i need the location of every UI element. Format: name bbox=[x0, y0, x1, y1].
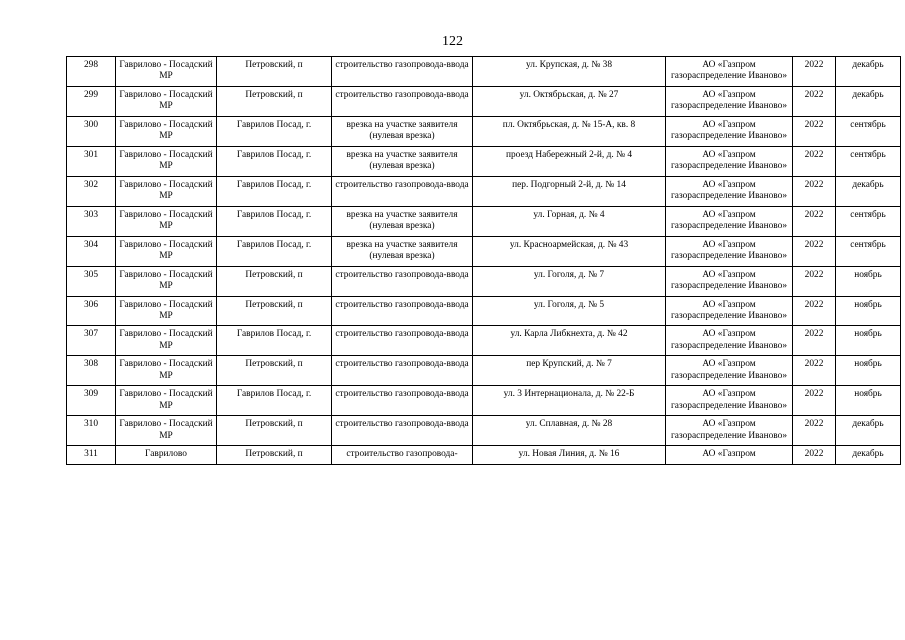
cell-work-type: строительство газопровода-ввода bbox=[332, 176, 473, 206]
table-row bbox=[67, 296, 901, 326]
cell-municipal-district: Гаврилово - Посадский МР bbox=[116, 116, 217, 146]
table-row bbox=[67, 206, 901, 236]
cell-year: 2022 bbox=[793, 236, 836, 266]
cell-work-type: строительство газопровода-ввода bbox=[332, 296, 473, 326]
cell-settlement: Петровский, п bbox=[217, 416, 332, 446]
cell-address: ул. Новая Линия, д. № 16 bbox=[473, 446, 666, 464]
cell-municipal-district: Гаврилово - Посадский МР bbox=[116, 146, 217, 176]
cell-municipal-district: Гаврилово - Посадский МР bbox=[116, 206, 217, 236]
cell-work-type: строительство газопровода-ввода bbox=[332, 416, 473, 446]
cell-year: 2022 bbox=[793, 266, 836, 296]
cell-year: 2022 bbox=[793, 116, 836, 146]
cell-work-type: строительство газопровода-ввода bbox=[332, 86, 473, 116]
cell-number: 307 bbox=[67, 326, 116, 356]
cell-municipal-district: Гаврилово - Посадский МР bbox=[116, 176, 217, 206]
cell-month: декабрь bbox=[836, 446, 901, 464]
cell-month: сентябрь bbox=[836, 116, 901, 146]
table-row bbox=[67, 146, 901, 176]
cell-settlement: Гаврилов Посад, г. bbox=[217, 326, 332, 356]
cell-organization: АО «Газпром газораспределение Иваново» bbox=[666, 236, 793, 266]
cell-settlement: Гаврилов Посад, г. bbox=[217, 236, 332, 266]
cell-address: ул. Октябрьская, д. № 27 bbox=[473, 86, 666, 116]
cell-address: ул. Красноармейская, д. № 43 bbox=[473, 236, 666, 266]
table-row bbox=[67, 326, 901, 356]
cell-municipal-district: Гаврилово bbox=[116, 446, 217, 464]
cell-number: 308 bbox=[67, 356, 116, 386]
cell-number: 298 bbox=[67, 57, 116, 87]
cell-number: 300 bbox=[67, 116, 116, 146]
cell-work-type: строительство газопровода- bbox=[332, 446, 473, 464]
table-row bbox=[67, 176, 901, 206]
cell-organization: АО «Газпром газораспределение Иваново» bbox=[666, 57, 793, 87]
cell-number: 303 bbox=[67, 206, 116, 236]
cell-month: ноябрь bbox=[836, 266, 901, 296]
cell-address: проезд Набережный 2-й, д. № 4 bbox=[473, 146, 666, 176]
cell-municipal-district: Гаврилово - Посадский МР bbox=[116, 386, 217, 416]
cell-municipal-district: Гаврилово - Посадский МР bbox=[116, 356, 217, 386]
cell-municipal-district: Гаврилово - Посадский МР bbox=[116, 236, 217, 266]
table-row bbox=[67, 416, 901, 446]
cell-number: 304 bbox=[67, 236, 116, 266]
cell-organization: АО «Газпром газораспределение Иваново» bbox=[666, 416, 793, 446]
cell-year: 2022 bbox=[793, 206, 836, 236]
table-row bbox=[67, 266, 901, 296]
cell-number: 299 bbox=[67, 86, 116, 116]
cell-address: ул. Гоголя, д. № 5 bbox=[473, 296, 666, 326]
cell-organization: АО «Газпром газораспределение Иваново» bbox=[666, 206, 793, 236]
cell-settlement: Гаврилов Посад, г. bbox=[217, 116, 332, 146]
cell-address: ул. Гоголя, д. № 7 bbox=[473, 266, 666, 296]
table-body bbox=[67, 57, 901, 465]
cell-year: 2022 bbox=[793, 296, 836, 326]
cell-address: ул. Карла Либкнехта, д. № 42 bbox=[473, 326, 666, 356]
cell-address: пл. Октябрьская, д. № 15-А, кв. 8 bbox=[473, 116, 666, 146]
cell-year: 2022 bbox=[793, 386, 836, 416]
cell-settlement: Гаврилов Посад, г. bbox=[217, 176, 332, 206]
cell-organization: АО «Газпром газораспределение Иваново» bbox=[666, 356, 793, 386]
cell-organization: АО «Газпром газораспределение Иваново» bbox=[666, 176, 793, 206]
table-row bbox=[67, 57, 901, 87]
cell-address: ул. 3 Интернационала, д. № 22-Б bbox=[473, 386, 666, 416]
cell-month: декабрь bbox=[836, 176, 901, 206]
table-row bbox=[67, 386, 901, 416]
cell-month: сентябрь bbox=[836, 236, 901, 266]
cell-work-type: строительство газопровода-ввода bbox=[332, 386, 473, 416]
cell-settlement: Гаврилов Посад, г. bbox=[217, 146, 332, 176]
cell-organization: АО «Газпром газораспределение Иваново» bbox=[666, 266, 793, 296]
cell-settlement: Петровский, п bbox=[217, 446, 332, 464]
cell-settlement: Гаврилов Посад, г. bbox=[217, 206, 332, 236]
cell-municipal-district: Гаврилово - Посадский МР bbox=[116, 86, 217, 116]
cell-number: 309 bbox=[67, 386, 116, 416]
cell-number: 310 bbox=[67, 416, 116, 446]
table-row bbox=[67, 356, 901, 386]
cell-municipal-district: Гаврилово - Посадский МР bbox=[116, 416, 217, 446]
cell-number: 306 bbox=[67, 296, 116, 326]
table-row bbox=[67, 116, 901, 146]
cell-month: ноябрь bbox=[836, 356, 901, 386]
cell-month: ноябрь bbox=[836, 326, 901, 356]
cell-municipal-district: Гаврилово - Посадский МР bbox=[116, 266, 217, 296]
cell-work-type: строительство газопровода-ввода bbox=[332, 57, 473, 87]
cell-work-type: врезка на участке заявителя (нулевая врезка) bbox=[332, 116, 473, 146]
cell-organization: АО «Газпром газораспределение Иваново» bbox=[666, 296, 793, 326]
cell-month: ноябрь bbox=[836, 296, 901, 326]
cell-work-type: строительство газопровода-ввода bbox=[332, 356, 473, 386]
cell-municipal-district: Гаврилово - Посадский МР bbox=[116, 296, 217, 326]
cell-work-type: врезка на участке заявителя (нулевая врезка) bbox=[332, 146, 473, 176]
cell-year: 2022 bbox=[793, 146, 836, 176]
cell-year: 2022 bbox=[793, 57, 836, 87]
cell-work-type: строительство газопровода-ввода bbox=[332, 326, 473, 356]
cell-address: ул. Крупская, д. № 38 bbox=[473, 57, 666, 87]
cell-settlement: Гаврилов Посад, г. bbox=[217, 386, 332, 416]
cell-number: 305 bbox=[67, 266, 116, 296]
cell-month: декабрь bbox=[836, 86, 901, 116]
cell-year: 2022 bbox=[793, 446, 836, 464]
cell-address: ул. Горная, д. № 4 bbox=[473, 206, 666, 236]
cell-month: ноябрь bbox=[836, 386, 901, 416]
cell-settlement: Петровский, п bbox=[217, 86, 332, 116]
cell-month: декабрь bbox=[836, 416, 901, 446]
cell-address: пер Крупский, д. № 7 bbox=[473, 356, 666, 386]
cell-address: пер. Подгорный 2-й, д. № 14 bbox=[473, 176, 666, 206]
cell-month: сентябрь bbox=[836, 206, 901, 236]
table-row bbox=[67, 446, 901, 464]
cell-settlement: Петровский, п bbox=[217, 296, 332, 326]
cell-municipal-district: Гаврилово - Посадский МР bbox=[116, 57, 217, 87]
cell-number: 311 bbox=[67, 446, 116, 464]
table-row bbox=[67, 236, 901, 266]
cell-settlement: Петровский, п bbox=[217, 266, 332, 296]
cell-year: 2022 bbox=[793, 416, 836, 446]
table-row bbox=[67, 86, 901, 116]
cell-work-type: врезка на участке заявителя (нулевая врезка) bbox=[332, 236, 473, 266]
cell-organization: АО «Газпром газораспределение Иваново» bbox=[666, 86, 793, 116]
page-number: 122 bbox=[442, 34, 463, 49]
cell-municipal-district: Гаврилово - Посадский МР bbox=[116, 326, 217, 356]
cell-organization: АО «Газпром газораспределение Иваново» bbox=[666, 386, 793, 416]
cell-organization: АО «Газпром газораспределение Иваново» bbox=[666, 146, 793, 176]
gas-supply-schedule-table bbox=[66, 56, 901, 465]
cell-settlement: Петровский, п bbox=[217, 356, 332, 386]
cell-organization: АО «Газпром газораспределение Иваново» bbox=[666, 326, 793, 356]
cell-month: декабрь bbox=[836, 57, 901, 87]
cell-year: 2022 bbox=[793, 86, 836, 116]
cell-number: 302 bbox=[67, 176, 116, 206]
cell-settlement: Петровский, п bbox=[217, 57, 332, 87]
cell-work-type: строительство газопровода-ввода bbox=[332, 266, 473, 296]
cell-month: сентябрь bbox=[836, 146, 901, 176]
cell-work-type: врезка на участке заявителя (нулевая врезка) bbox=[332, 206, 473, 236]
cell-address: ул. Сплавная, д. № 28 bbox=[473, 416, 666, 446]
cell-year: 2022 bbox=[793, 176, 836, 206]
cell-organization: АО «Газпром bbox=[666, 446, 793, 464]
cell-organization: АО «Газпром газораспределение Иваново» bbox=[666, 116, 793, 146]
cell-number: 301 bbox=[67, 146, 116, 176]
cell-year: 2022 bbox=[793, 326, 836, 356]
cell-year: 2022 bbox=[793, 356, 836, 386]
